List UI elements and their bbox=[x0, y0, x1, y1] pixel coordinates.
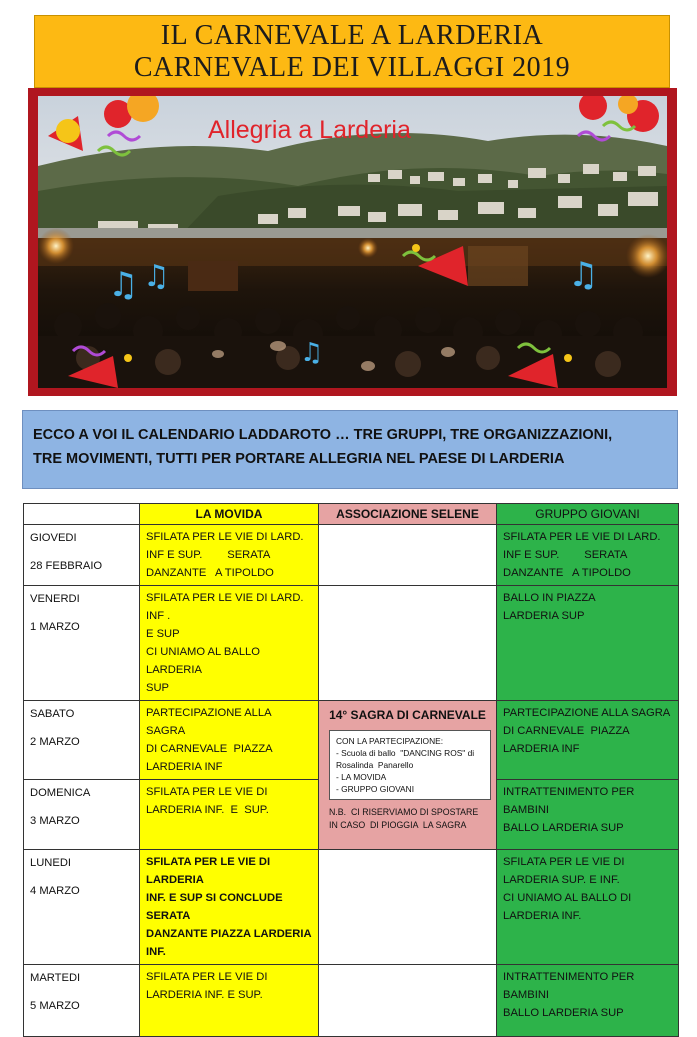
cell-line: CI UNIAMO AL BALLO DI bbox=[503, 892, 632, 904]
day-cell bbox=[24, 701, 140, 780]
cell-line: INF E SUP. SERATA bbox=[503, 549, 628, 561]
music-note-icon: ♫ bbox=[143, 259, 170, 294]
cell-line: DI CARNEVALE PIAZZA bbox=[146, 743, 273, 755]
day-name: DOMENICA bbox=[30, 787, 91, 799]
giovani-cell bbox=[497, 850, 679, 965]
sagra-note bbox=[329, 806, 490, 832]
cell-line: PARTECIPAZIONE ALLA SAGRA bbox=[503, 707, 671, 719]
cell-line: DANZANTE A TIPOLDO bbox=[503, 567, 631, 579]
cell-line: BAMBINI bbox=[503, 989, 550, 1001]
intro-box bbox=[22, 410, 678, 489]
banner-title: Allegria a Larderia bbox=[208, 116, 411, 144]
cell-line: INF. E SUP SI CONCLUDE SERATA bbox=[146, 892, 283, 922]
cell-line: SFILATA PER LE VIE DI bbox=[146, 786, 268, 798]
cell-line: INF. bbox=[146, 946, 166, 958]
sagra-participants-box bbox=[329, 730, 491, 800]
header-giovani: GRUPPO GIOVANI bbox=[497, 504, 679, 525]
selene-cell bbox=[319, 586, 497, 701]
cell-line: LARDERIA INF. bbox=[503, 910, 582, 922]
table-row bbox=[24, 965, 679, 1037]
header-movida: LA MOVIDA bbox=[140, 504, 319, 525]
photo-frame bbox=[28, 88, 677, 396]
title-line-2: CARNEVALE DEI VILLAGGI 2019 bbox=[133, 52, 571, 83]
movida-cell bbox=[140, 525, 319, 586]
cell-line: LARDERIA INF. E SUP. bbox=[146, 804, 269, 816]
table-row bbox=[24, 525, 679, 586]
sagra-note-line: IN CASO DI PIOGGIA LA SAGRA bbox=[329, 820, 467, 830]
cell-line: SFILATA PER LE VIE DI LARD. bbox=[146, 531, 304, 543]
cell-line: INF E SUP. SERATA bbox=[146, 549, 271, 561]
cell-line: BAMBINI bbox=[503, 804, 550, 816]
sagra-title: 14° SAGRA DI CARNEVALE bbox=[329, 708, 486, 722]
cell-line: SFILATA PER LE VIE DI LARDERIA bbox=[146, 856, 271, 886]
sagra-note-line: N.B. CI RISERVIAMO DI SPOSTARE bbox=[329, 807, 479, 817]
cell-line: LARDERIA INF bbox=[146, 761, 223, 773]
day-date: 5 MARZO bbox=[30, 1000, 80, 1012]
poster-title bbox=[34, 15, 670, 88]
intro-line-1: ECCO A VOI IL CALENDARIO LADDAROTO … TRE GRUPPI, TRE ORGANIZZAZIONI, bbox=[33, 427, 613, 443]
giovani-cell bbox=[497, 586, 679, 701]
collage-illustration bbox=[38, 96, 667, 388]
intro-line-2: TRE MOVIMENTI, TUTTI PER PORTARE ALLEGRIA NEL PAESE DI LARDERIA bbox=[33, 451, 565, 467]
selene-cell bbox=[319, 850, 497, 965]
cell-line: E SUP bbox=[146, 628, 180, 640]
giovani-cell bbox=[497, 780, 679, 850]
title-line-1: IL CARNEVALE A LARDERIA bbox=[160, 20, 544, 51]
day-cell bbox=[24, 965, 140, 1037]
selene-cell bbox=[319, 965, 497, 1037]
day-name: LUNEDI bbox=[30, 857, 72, 869]
cell-line: DI CARNEVALE PIAZZA bbox=[503, 725, 630, 737]
day-date: 1 MARZO bbox=[30, 621, 80, 633]
movida-cell bbox=[140, 850, 319, 965]
cell-line: DANZANTE A TIPOLDO bbox=[146, 567, 274, 579]
sagra-line: - Scuola di ballo "DANCING ROS" di bbox=[336, 748, 475, 758]
sagra-line: Rosalinda Panarello bbox=[336, 760, 414, 770]
giovani-cell bbox=[497, 965, 679, 1037]
table-row bbox=[24, 850, 679, 965]
cell-line: PARTECIPAZIONE ALLA SAGRA bbox=[146, 707, 271, 737]
selene-cell bbox=[319, 525, 497, 586]
day-cell bbox=[24, 525, 140, 586]
cell-line: SFILATA PER LE VIE DI LARD. bbox=[503, 531, 661, 543]
cell-line: LARDERIA SUP. E INF. bbox=[503, 874, 620, 886]
cell-line: SFILATA PER LE VIE DI LARD. INF . bbox=[146, 592, 304, 622]
selene-sagra-cell bbox=[319, 701, 497, 850]
table-row bbox=[24, 586, 679, 701]
cell-line: INTRATTENIMENTO PER bbox=[503, 971, 635, 983]
music-note-icon: ♫ bbox=[108, 265, 139, 305]
day-date: 2 MARZO bbox=[30, 736, 80, 748]
day-cell bbox=[24, 586, 140, 701]
photo-collage bbox=[38, 96, 667, 388]
music-note-icon: ♫ bbox=[300, 338, 324, 368]
cell-line: SFILATA PER LE VIE DI bbox=[146, 971, 268, 983]
giovani-cell bbox=[497, 701, 679, 780]
day-name: VENERDI bbox=[30, 593, 80, 605]
header-empty-cell bbox=[24, 504, 140, 525]
sagra-line: - GRUPPO GIOVANI bbox=[336, 784, 415, 794]
cell-line: BALLO IN PIAZZA bbox=[503, 592, 596, 604]
cell-line: BALLO LARDERIA SUP bbox=[503, 1007, 624, 1019]
day-cell bbox=[24, 850, 140, 965]
calendar-table bbox=[23, 503, 679, 1037]
movida-cell bbox=[140, 701, 319, 780]
day-date: 28 FEBBRAIO bbox=[30, 560, 103, 572]
night-street-photo bbox=[38, 228, 667, 388]
cell-line: LARDERIA INF. E SUP. bbox=[146, 989, 263, 1001]
cell-line: SUP bbox=[146, 682, 170, 694]
sagra-line: CON LA PARTECIPAZIONE: bbox=[336, 736, 444, 746]
movida-cell bbox=[140, 965, 319, 1037]
cell-line: DANZANTE PIAZZA LARDERIA bbox=[146, 928, 312, 940]
sagra-line: - LA MOVIDA bbox=[336, 772, 387, 782]
day-name: MARTEDI bbox=[30, 972, 81, 984]
day-name: GIOVEDI bbox=[30, 532, 77, 544]
table-header-row bbox=[24, 504, 679, 525]
day-cell bbox=[24, 780, 140, 850]
cell-line: BALLO LARDERIA SUP bbox=[503, 822, 624, 834]
cell-line: INTRATTENIMENTO PER bbox=[503, 786, 635, 798]
movida-cell bbox=[140, 780, 319, 850]
cell-line: LARDERIA SUP bbox=[503, 610, 585, 622]
cell-line: SFILATA PER LE VIE DI bbox=[503, 856, 625, 868]
day-date: 4 MARZO bbox=[30, 885, 80, 897]
cell-line: CI UNIAMO AL BALLO LARDERIA bbox=[146, 646, 260, 676]
cell-line: LARDERIA INF bbox=[503, 743, 580, 755]
music-note-icon: ♫ bbox=[568, 255, 599, 295]
header-selene: ASSOCIAZIONE SELENE bbox=[319, 504, 497, 525]
day-name: SABATO bbox=[30, 708, 75, 720]
day-date: 3 MARZO bbox=[30, 815, 80, 827]
movida-cell bbox=[140, 586, 319, 701]
table-row bbox=[24, 701, 679, 780]
giovani-cell bbox=[497, 525, 679, 586]
